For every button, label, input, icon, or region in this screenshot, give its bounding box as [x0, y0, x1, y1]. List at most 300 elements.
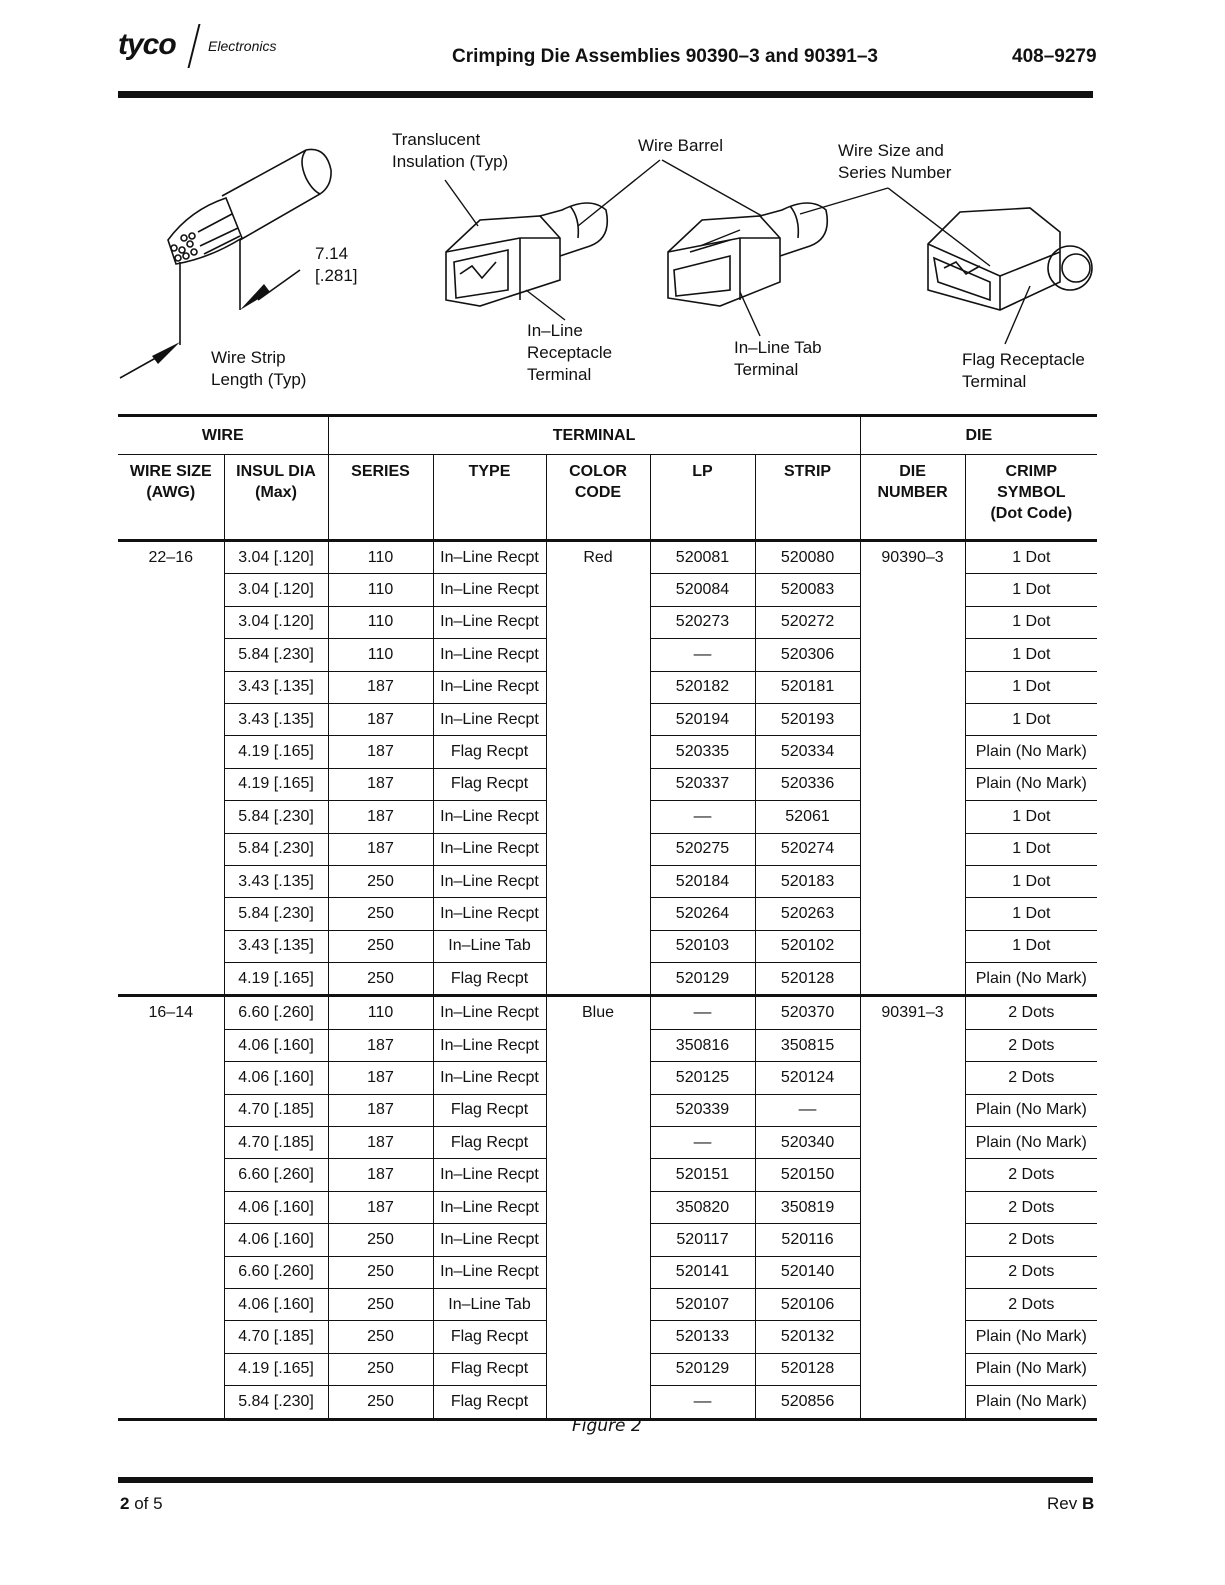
cell-type: In–Line Recpt — [433, 1029, 546, 1061]
cell-die-number — [860, 930, 965, 962]
cell-type: Flag Recpt — [433, 1353, 546, 1385]
cell-lp: –– — [650, 1127, 755, 1159]
cell-strip: 52061 — [755, 801, 860, 833]
column-header: STRIP — [755, 455, 860, 541]
cell-die-number: 90391–3 — [860, 996, 965, 1029]
cell-insul-dia: 6.60 [.260] — [224, 1159, 328, 1191]
cell-lp: 520339 — [650, 1094, 755, 1126]
cell-strip: 520274 — [755, 833, 860, 865]
cell-series: 250 — [328, 898, 433, 930]
cell-crimp-symbol: 2 Dots — [965, 1288, 1097, 1320]
cell-strip: 520128 — [755, 1353, 860, 1385]
cell-crimp-symbol: 1 Dot — [965, 801, 1097, 833]
cell-lp: 520129 — [650, 963, 755, 996]
cell-series: 187 — [328, 1159, 433, 1191]
document-number: 408–9279 — [1012, 46, 1097, 67]
cell-type: In–Line Recpt — [433, 606, 546, 638]
table-row — [118, 930, 1097, 962]
label-wire-barrel: Wire Barrel — [638, 136, 724, 155]
cell-series: 187 — [328, 736, 433, 768]
revision-value: B — [1081, 1494, 1095, 1513]
cell-wire-size — [118, 1062, 224, 1094]
label-wire-size-series: Wire Size and Series Number — [838, 141, 952, 182]
cell-lp: 520103 — [650, 930, 755, 962]
cell-die-number — [860, 1127, 965, 1159]
cell-die-number — [860, 703, 965, 735]
cell-crimp-symbol: 1 Dot — [965, 639, 1097, 671]
cell-strip: 520193 — [755, 703, 860, 735]
cell-lp: 520133 — [650, 1321, 755, 1353]
cell-strip: –– — [755, 1094, 860, 1126]
cell-type: Flag Recpt — [433, 1321, 546, 1353]
cell-insul-dia: 4.06 [.160] — [224, 1062, 328, 1094]
label-inline-tab: In–Line Tab Terminal — [734, 338, 822, 379]
column-header: SERIES — [328, 455, 433, 541]
cell-strip: 520334 — [755, 736, 860, 768]
cell-insul-dia: 3.04 [.120] — [224, 574, 328, 606]
cell-die-number — [860, 1159, 965, 1191]
cell-wire-size — [118, 639, 224, 671]
table-row — [118, 768, 1097, 800]
cell-lp: 520125 — [650, 1062, 755, 1094]
cell-die-number — [860, 1029, 965, 1061]
cell-die-number — [860, 639, 965, 671]
label-wire-strip-length: Wire Strip Length (Typ) — [211, 348, 307, 389]
column-header: TYPE — [433, 455, 546, 541]
page-number — [120, 1494, 163, 1514]
cell-wire-size: 16–14 — [118, 996, 224, 1029]
group-header-die: DIE — [860, 416, 1097, 455]
cell-wire-size — [118, 1256, 224, 1288]
cell-lp: 520337 — [650, 768, 755, 800]
cell-series: 187 — [328, 801, 433, 833]
table-body — [118, 541, 1097, 1420]
cell-die-number — [860, 1321, 965, 1353]
cell-color-code — [546, 703, 650, 735]
cell-type: In–Line Recpt — [433, 1256, 546, 1288]
table-row — [118, 1094, 1097, 1126]
cell-lp: 520084 — [650, 574, 755, 606]
cell-wire-size — [118, 963, 224, 996]
cell-die-number — [860, 1256, 965, 1288]
cell-crimp-symbol: Plain (No Mark) — [965, 736, 1097, 768]
cell-lp: 520117 — [650, 1224, 755, 1256]
cell-die-number — [860, 865, 965, 897]
cell-crimp-symbol: 2 Dots — [965, 1256, 1097, 1288]
cell-color-code — [546, 736, 650, 768]
group-header-terminal: TERMINAL — [328, 416, 860, 455]
column-header: CRIMP SYMBOL (Dot Code) — [965, 455, 1097, 541]
cell-type: In–Line Recpt — [433, 671, 546, 703]
cell-strip: 520183 — [755, 865, 860, 897]
cell-die-number — [860, 1353, 965, 1385]
cell-series: 187 — [328, 703, 433, 735]
cell-crimp-symbol: 1 Dot — [965, 930, 1097, 962]
cell-insul-dia: 3.04 [.120] — [224, 606, 328, 638]
cell-wire-size — [118, 1159, 224, 1191]
cell-insul-dia: 5.84 [.230] — [224, 639, 328, 671]
cell-wire-size — [118, 930, 224, 962]
cell-type: In–Line Recpt — [433, 541, 546, 574]
cell-type: In–Line Recpt — [433, 898, 546, 930]
cell-die-number — [860, 768, 965, 800]
cell-type: In–Line Recpt — [433, 1224, 546, 1256]
cell-wire-size — [118, 1321, 224, 1353]
cell-insul-dia: 4.70 [.185] — [224, 1127, 328, 1159]
cell-crimp-symbol: 2 Dots — [965, 1224, 1097, 1256]
cell-wire-size — [118, 574, 224, 606]
table-row — [118, 1159, 1097, 1191]
dimension-arrow-icon — [240, 284, 270, 310]
cell-insul-dia: 4.19 [.165] — [224, 963, 328, 996]
cell-series: 250 — [328, 1386, 433, 1419]
table-row — [118, 1029, 1097, 1061]
cell-series: 187 — [328, 1029, 433, 1061]
table-row — [118, 898, 1097, 930]
table-row — [118, 996, 1097, 1029]
cell-color-code — [546, 1288, 650, 1320]
cell-lp: –– — [650, 639, 755, 671]
table-row — [118, 736, 1097, 768]
cell-wire-size — [118, 898, 224, 930]
cell-series: 250 — [328, 1224, 433, 1256]
table-row — [118, 606, 1097, 638]
cell-wire-size — [118, 1127, 224, 1159]
cell-wire-size — [118, 833, 224, 865]
column-header: COLOR CODE — [546, 455, 650, 541]
cell-lp: 520194 — [650, 703, 755, 735]
cell-insul-dia: 4.70 [.185] — [224, 1321, 328, 1353]
cell-crimp-symbol: 1 Dot — [965, 833, 1097, 865]
cell-wire-size — [118, 1191, 224, 1223]
cell-die-number — [860, 1224, 965, 1256]
cell-series: 110 — [328, 574, 433, 606]
cell-strip: 520150 — [755, 1159, 860, 1191]
cell-lp: 520335 — [650, 736, 755, 768]
cell-crimp-symbol: 1 Dot — [965, 671, 1097, 703]
cell-type: In–Line Recpt — [433, 703, 546, 735]
table-row — [118, 1127, 1097, 1159]
figure-caption: Figure 2 — [572, 1416, 642, 1436]
cell-crimp-symbol: 1 Dot — [965, 865, 1097, 897]
table-row — [118, 963, 1097, 996]
cell-insul-dia: 3.04 [.120] — [224, 541, 328, 574]
cell-type: In–Line Recpt — [433, 801, 546, 833]
cell-insul-dia: 4.06 [.160] — [224, 1288, 328, 1320]
cell-strip: 520856 — [755, 1386, 860, 1419]
label-translucent-insulation: Translucent Insulation (Typ) — [392, 130, 509, 171]
cell-die-number — [860, 736, 965, 768]
cell-insul-dia: 3.43 [.135] — [224, 930, 328, 962]
cell-insul-dia: 4.06 [.160] — [224, 1191, 328, 1223]
column-header: INSUL DIA (Max) — [224, 455, 328, 541]
cell-color-code — [546, 1386, 650, 1419]
column-header: DIE NUMBER — [860, 455, 965, 541]
cell-lp: –– — [650, 801, 755, 833]
cell-series: 250 — [328, 1321, 433, 1353]
table-row — [118, 833, 1097, 865]
cell-color-code — [546, 1256, 650, 1288]
cell-series: 250 — [328, 865, 433, 897]
cell-strip: 520340 — [755, 1127, 860, 1159]
cell-series: 250 — [328, 1288, 433, 1320]
cell-series: 250 — [328, 1256, 433, 1288]
cell-type: In–Line Recpt — [433, 639, 546, 671]
cell-series: 187 — [328, 1094, 433, 1126]
table-row — [118, 1062, 1097, 1094]
cell-wire-size — [118, 1029, 224, 1061]
table-row — [118, 1224, 1097, 1256]
table-row — [118, 865, 1097, 897]
cell-lp: 520129 — [650, 1353, 755, 1385]
cell-strip: 520083 — [755, 574, 860, 606]
cell-die-number — [860, 574, 965, 606]
cell-die-number: 90390–3 — [860, 541, 965, 574]
cell-crimp-symbol: Plain (No Mark) — [965, 1094, 1097, 1126]
cell-wire-size — [118, 1094, 224, 1126]
cell-insul-dia: 4.06 [.160] — [224, 1029, 328, 1061]
cell-strip: 350815 — [755, 1029, 860, 1061]
column-header: LP — [650, 455, 755, 541]
table-row — [118, 703, 1097, 735]
cell-lp: 350816 — [650, 1029, 755, 1061]
cell-strip: 520263 — [755, 898, 860, 930]
cell-type: In–Line Tab — [433, 1288, 546, 1320]
table-row — [118, 1256, 1097, 1288]
cell-lp: 520107 — [650, 1288, 755, 1320]
cell-insul-dia: 6.60 [.260] — [224, 996, 328, 1029]
cell-series: 187 — [328, 1062, 433, 1094]
cell-lp: 520182 — [650, 671, 755, 703]
label-dimension: 7.14 [.281] — [315, 244, 358, 285]
cell-color-code — [546, 833, 650, 865]
cell-insul-dia: 6.60 [.260] — [224, 1256, 328, 1288]
cell-color-code — [546, 1029, 650, 1061]
cell-insul-dia: 3.43 [.135] — [224, 865, 328, 897]
cell-series: 250 — [328, 930, 433, 962]
cell-type: Flag Recpt — [433, 736, 546, 768]
cell-type: In–Line Recpt — [433, 833, 546, 865]
cell-strip: 520370 — [755, 996, 860, 1029]
footer-rule — [118, 1477, 1093, 1483]
cell-crimp-symbol: 2 Dots — [965, 1062, 1097, 1094]
cell-lp: –– — [650, 996, 755, 1029]
cell-insul-dia: 3.43 [.135] — [224, 671, 328, 703]
cell-lp: 520264 — [650, 898, 755, 930]
cell-crimp-symbol: 1 Dot — [965, 703, 1097, 735]
cell-strip: 520080 — [755, 541, 860, 574]
table-row — [118, 1321, 1097, 1353]
cell-crimp-symbol: 1 Dot — [965, 606, 1097, 638]
table-row — [118, 1386, 1097, 1419]
crimp-die-table — [118, 414, 1097, 1421]
cell-strip: 520124 — [755, 1062, 860, 1094]
cell-die-number — [860, 833, 965, 865]
group-header-wire: WIRE — [118, 416, 328, 455]
cell-crimp-symbol: 1 Dot — [965, 898, 1097, 930]
brand-logo-subtitle: Electronics — [208, 38, 277, 54]
wire-insulation — [222, 149, 331, 240]
cell-crimp-symbol: 1 Dot — [965, 541, 1097, 574]
revision — [1047, 1494, 1094, 1514]
cell-crimp-symbol: 2 Dots — [965, 996, 1097, 1029]
cell-crimp-symbol: 2 Dots — [965, 1159, 1097, 1191]
cell-color-code — [546, 1127, 650, 1159]
cell-insul-dia: 4.70 [.185] — [224, 1094, 328, 1126]
cell-type: In–Line Recpt — [433, 1062, 546, 1094]
cell-color-code — [546, 639, 650, 671]
table-row — [118, 541, 1097, 574]
page-total: of 5 — [129, 1494, 163, 1513]
cell-series: 110 — [328, 996, 433, 1029]
cell-insul-dia: 4.06 [.160] — [224, 1224, 328, 1256]
cell-color-code — [546, 606, 650, 638]
cell-series: 187 — [328, 833, 433, 865]
table-row — [118, 1353, 1097, 1385]
cell-die-number — [860, 1094, 965, 1126]
cell-color-code — [546, 963, 650, 996]
cell-die-number — [860, 1288, 965, 1320]
revision-label: Rev — [1047, 1494, 1082, 1513]
cell-insul-dia: 5.84 [.230] — [224, 801, 328, 833]
cell-color-code — [546, 1224, 650, 1256]
document-title: Crimping Die Assemblies 90390–3 and 90391–3 — [452, 46, 878, 67]
cell-lp: 520151 — [650, 1159, 755, 1191]
cell-series: 250 — [328, 963, 433, 996]
cell-wire-size — [118, 768, 224, 800]
brand-logo: tyco — [118, 28, 176, 61]
table-row — [118, 574, 1097, 606]
table-row — [118, 1288, 1097, 1320]
cell-crimp-symbol: Plain (No Mark) — [965, 963, 1097, 996]
table-row — [118, 801, 1097, 833]
cell-type: In–Line Tab — [433, 930, 546, 962]
cell-color-code — [546, 1191, 650, 1223]
cell-lp: 520275 — [650, 833, 755, 865]
cell-lp: 350820 — [650, 1191, 755, 1223]
cell-type: In–Line Recpt — [433, 996, 546, 1029]
cell-strip: 520272 — [755, 606, 860, 638]
cell-color-code — [546, 898, 650, 930]
cell-series: 187 — [328, 768, 433, 800]
cell-insul-dia: 3.43 [.135] — [224, 703, 328, 735]
cell-color-code — [546, 1159, 650, 1191]
cell-insul-dia: 4.19 [.165] — [224, 1353, 328, 1385]
cell-insul-dia: 4.19 [.165] — [224, 736, 328, 768]
cell-series: 187 — [328, 1191, 433, 1223]
cell-die-number — [860, 1191, 965, 1223]
cell-insul-dia: 5.84 [.230] — [224, 833, 328, 865]
cell-type: Flag Recpt — [433, 768, 546, 800]
cell-wire-size — [118, 671, 224, 703]
cell-die-number — [860, 801, 965, 833]
cell-strip: 520102 — [755, 930, 860, 962]
cell-strip: 350819 — [755, 1191, 860, 1223]
cell-wire-size — [118, 703, 224, 735]
cell-type: Flag Recpt — [433, 1127, 546, 1159]
cell-color-code — [546, 768, 650, 800]
cell-wire-size — [118, 1224, 224, 1256]
column-header: WIRE SIZE (AWG) — [118, 455, 224, 541]
cell-type: In–Line Recpt — [433, 574, 546, 606]
cell-type: Flag Recpt — [433, 963, 546, 996]
cell-color-code — [546, 930, 650, 962]
cell-strip: 520140 — [755, 1256, 860, 1288]
cell-strip: 520306 — [755, 639, 860, 671]
cell-series: 250 — [328, 1353, 433, 1385]
cell-wire-size — [118, 865, 224, 897]
cell-color-code — [546, 801, 650, 833]
inline-tab-drawing — [668, 203, 827, 306]
cell-die-number — [860, 671, 965, 703]
cell-color-code — [546, 1094, 650, 1126]
cell-crimp-symbol: 1 Dot — [965, 574, 1097, 606]
cell-wire-size — [118, 1353, 224, 1385]
cell-insul-dia: 5.84 [.230] — [224, 898, 328, 930]
cell-insul-dia: 5.84 [.230] — [224, 1386, 328, 1419]
cell-lp: 520141 — [650, 1256, 755, 1288]
cell-strip: 520128 — [755, 963, 860, 996]
cell-color-code: Red — [546, 541, 650, 574]
cell-series: 110 — [328, 606, 433, 638]
cell-lp: –– — [650, 1386, 755, 1419]
label-flag-receptacle: Flag Receptacle Terminal — [962, 350, 1085, 391]
cell-series: 110 — [328, 541, 433, 574]
cell-color-code: Blue — [546, 996, 650, 1029]
cell-type: In–Line Recpt — [433, 1159, 546, 1191]
cell-color-code — [546, 671, 650, 703]
cell-die-number — [860, 606, 965, 638]
cell-wire-size: 22–16 — [118, 541, 224, 574]
cell-wire-size — [118, 736, 224, 768]
cell-type: Flag Recpt — [433, 1094, 546, 1126]
cell-wire-size — [118, 1288, 224, 1320]
table-row — [118, 1191, 1097, 1223]
page-current: 2 — [120, 1494, 130, 1513]
cell-wire-size — [118, 801, 224, 833]
dimension-arrow-icon — [152, 342, 180, 364]
cell-strip: 520336 — [755, 768, 860, 800]
cell-die-number — [860, 963, 965, 996]
cell-type: Flag Recpt — [433, 1386, 546, 1419]
cell-series: 187 — [328, 671, 433, 703]
cell-crimp-symbol: 2 Dots — [965, 1191, 1097, 1223]
flag-receptacle-drawing — [928, 208, 1092, 310]
cell-die-number — [860, 1062, 965, 1094]
cell-color-code — [546, 1353, 650, 1385]
cell-crimp-symbol: Plain (No Mark) — [965, 1127, 1097, 1159]
cell-color-code — [546, 865, 650, 897]
cell-type: In–Line Recpt — [433, 865, 546, 897]
cell-strip: 520132 — [755, 1321, 860, 1353]
cell-wire-size — [118, 1386, 224, 1419]
cell-insul-dia: 4.19 [.165] — [224, 768, 328, 800]
cell-lp: 520273 — [650, 606, 755, 638]
table-row — [118, 639, 1097, 671]
cell-crimp-symbol: Plain (No Mark) — [965, 1386, 1097, 1419]
label-inline-receptacle: In–Line Receptacle Terminal — [527, 321, 613, 384]
cell-crimp-symbol: Plain (No Mark) — [965, 1353, 1097, 1385]
cell-strip: 520181 — [755, 671, 860, 703]
cell-color-code — [546, 1062, 650, 1094]
cell-die-number — [860, 898, 965, 930]
cell-strip: 520106 — [755, 1288, 860, 1320]
cell-color-code — [546, 1321, 650, 1353]
table-row — [118, 671, 1097, 703]
cell-lp: 520081 — [650, 541, 755, 574]
cell-series: 110 — [328, 639, 433, 671]
cell-lp: 520184 — [650, 865, 755, 897]
